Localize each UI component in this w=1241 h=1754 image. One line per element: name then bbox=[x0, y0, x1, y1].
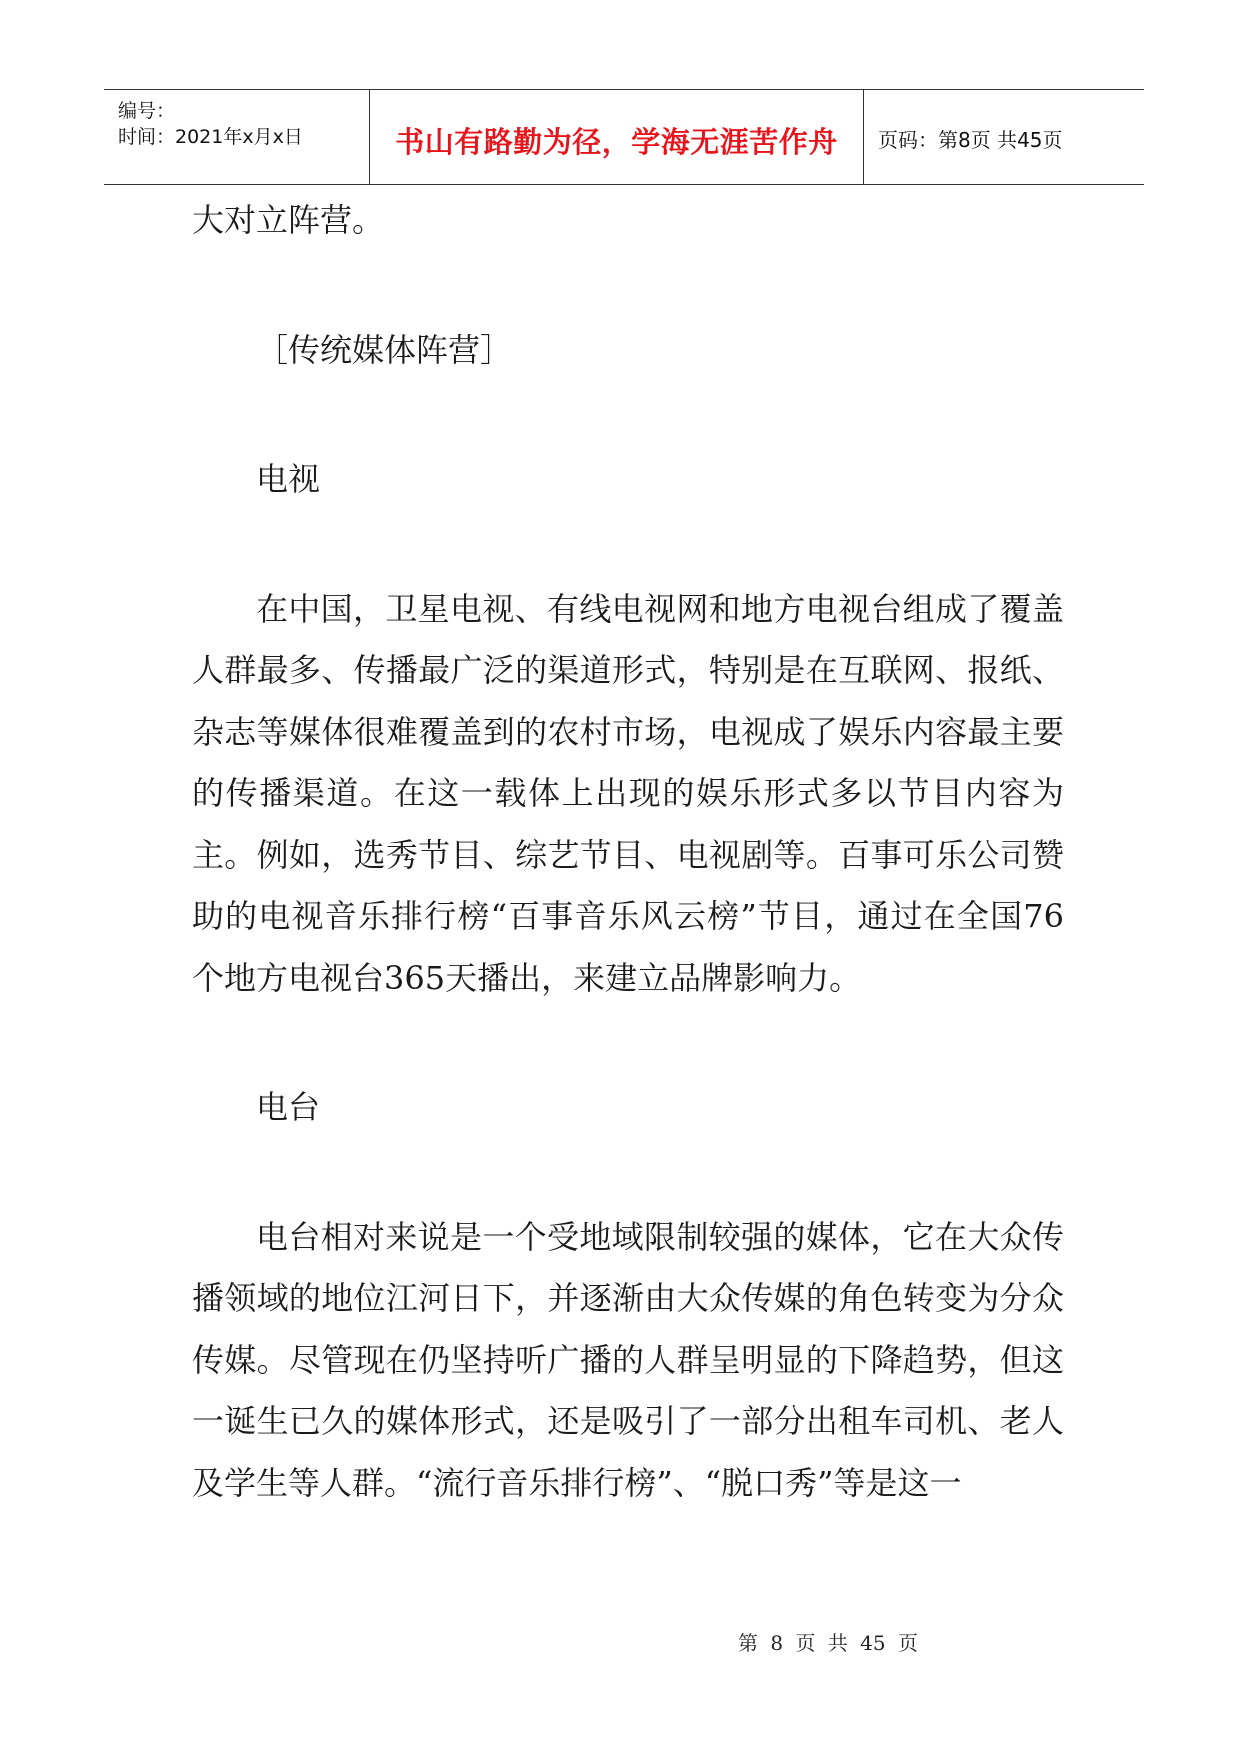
document-body bbox=[192, 190, 1064, 1514]
header-motto-cell bbox=[370, 90, 864, 184]
serial-label: 编号： bbox=[118, 100, 176, 122]
paragraph-continuation: 大对立阵营。 bbox=[192, 201, 385, 239]
radio-heading: 电台 bbox=[256, 1088, 321, 1126]
header-info-cell bbox=[104, 90, 370, 184]
section-title: ［传统媒体阵营］ bbox=[256, 330, 513, 369]
header-page-label: 页码：第8页 共45页 bbox=[878, 128, 1063, 152]
page-footer: 第 8 页 共 45 页 bbox=[738, 1631, 918, 1655]
date-label: 时间：2021年x月x日 bbox=[118, 126, 303, 148]
tv-heading: 电视 bbox=[256, 460, 321, 498]
motto-text: 书山有路勤为径，学海无涯苦作舟 bbox=[395, 125, 838, 159]
radio-paragraph: 电台相对来说是一个受地域限制较强的媒体，它在大众传播领域的地位江河日下，并逐渐由大众传媒的角色转变为分众传媒。尽管现在仍坚持听广播的人群呈明显的下降趋势，但这一诞生已久的媒体形式，还是吸引了一部分出租车司机、老人及学生等人群。“流行音乐排行榜”、“脱口秀”等是这一 bbox=[192, 1217, 1064, 1502]
header-page-cell bbox=[864, 90, 1144, 184]
tv-paragraph: 在中国，卫星电视、有线电视网和地方电视台组成了覆盖人群最多、传播最广泛的渠道形式，特别是在互联网、报纸、杂志等媒体很难覆盖到的农村市场，电视成了娱乐内容最主要的传播渠道。在这一载体上出现的娱乐形式多以节目内容为主。例如，选秀节目、综艺节目、电视剧等。百事可乐公司赞助的电视音乐排行榜“百事音乐风云榜”节目，通过在全国76个地方电视台365天播出，来建立品牌影响力。 bbox=[192, 589, 1064, 997]
page-header bbox=[104, 89, 1144, 185]
